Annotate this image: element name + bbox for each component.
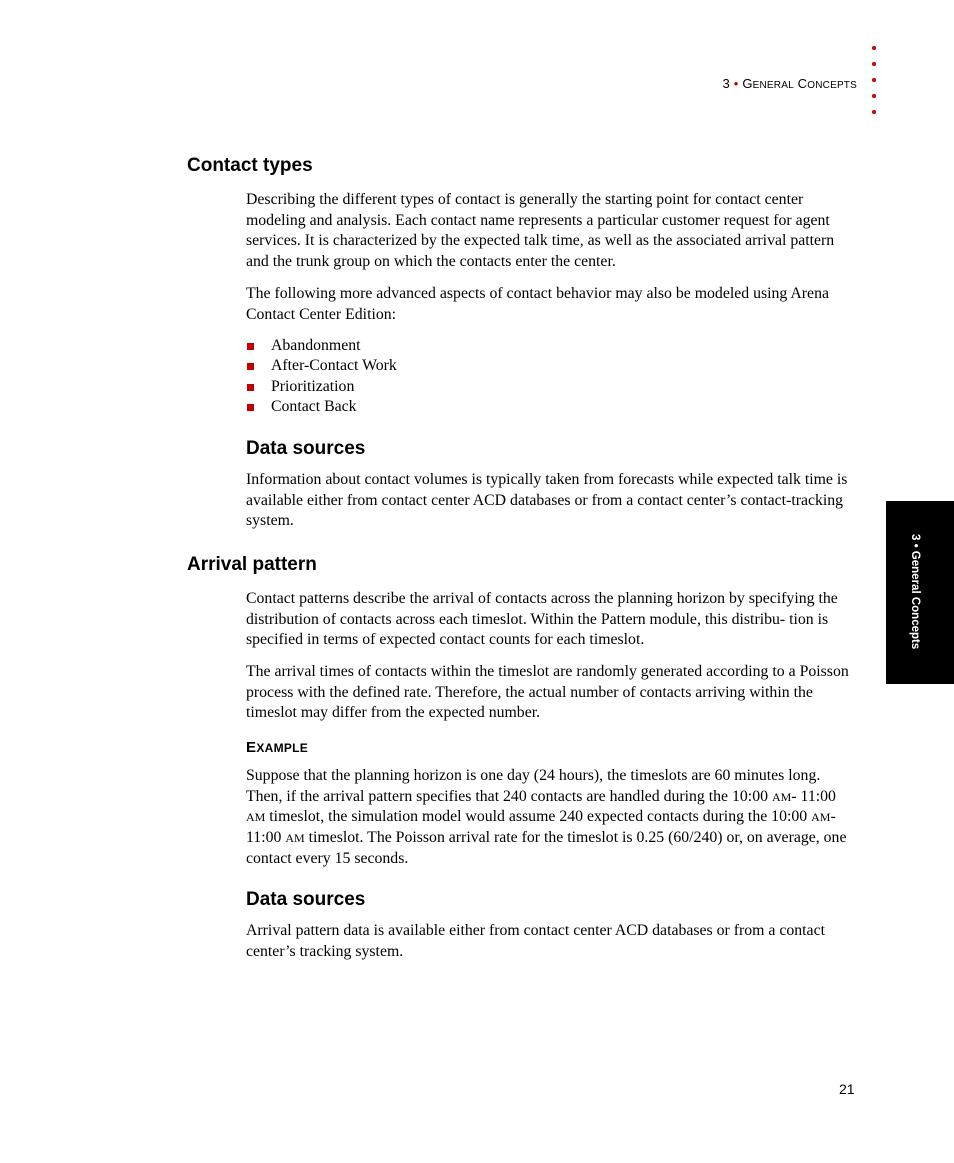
- contact-types-paragraph-2: The following more advanced aspects of contact behavior may also be modeled using Arena Contact Center Edition:: [246, 285, 829, 323]
- dot-icon: [872, 62, 876, 66]
- list-item: Abandonment: [246, 336, 397, 356]
- dot-icon: [872, 78, 876, 82]
- dot-icon: [872, 110, 876, 114]
- square-bullet-icon: [247, 363, 254, 370]
- square-bullet-icon: [247, 384, 254, 391]
- header-separator: •: [733, 76, 739, 91]
- arrival-pattern-paragraph-2: The arrival times of contacts within the timeslot are randomly generated according to a Poisson process with the defined rate. Therefore, the actual number of contacts arriving within the timeslot may differ from the expected number.: [246, 663, 849, 722]
- data-sources-paragraph-1: Information about contact volumes is typically taken from forecasts while expected talk time is available either from contact center ACD databases or from a contact center’s contact-tracking system.: [246, 471, 848, 530]
- decorative-dots: [872, 46, 880, 126]
- running-header: [722, 76, 857, 91]
- arrival-pattern-paragraph-1: Contact patterns describe the arrival of contacts across the planning horizon by specifying the distribution of contacts across each timeslot. Within the Pattern module, this distribu- tion is specified in terms of expected contact counts for each timeslot.: [246, 590, 838, 649]
- list-item: Contact Back: [246, 397, 397, 417]
- chapter-title: GENERAL CONCEPTS: [742, 76, 857, 91]
- heading-data-sources-2: Data sources: [246, 889, 366, 910]
- list-item: After-Contact Work: [246, 356, 397, 376]
- square-bullet-icon: [247, 343, 254, 350]
- dot-icon: [872, 94, 876, 98]
- page-number: 21: [839, 1081, 855, 1097]
- heading-contact-types: Contact types: [187, 155, 313, 176]
- contact-types-paragraph-1: Describing the different types of contact is generally the starting point for contact center modeling and analysis. Each contact name represents a particular customer request for agent services. It is characterized by the expected talk time, as well as the associated arrival pattern and the trunk group on which the contacts enter the center.: [246, 191, 835, 271]
- chapter-number: 3: [722, 76, 730, 91]
- chapter-side-tab: [886, 501, 954, 684]
- example-heading: EXAMPLE: [246, 739, 309, 756]
- contact-behavior-list: [246, 336, 397, 418]
- square-bullet-icon: [247, 404, 254, 411]
- dot-icon: [872, 46, 876, 50]
- side-tab-label: 3 • General Concepts: [909, 534, 921, 650]
- heading-arrival-pattern: Arrival pattern: [187, 554, 317, 575]
- data-sources-paragraph-2: Arrival pattern data is available either from contact center ACD databases or from a contact center’s tracking system.: [246, 922, 825, 960]
- list-item: Prioritization: [246, 377, 397, 397]
- example-paragraph: Suppose that the planning horizon is one day (24 hours), the timeslots are 60 minutes long. Then, if the arrival pattern specifies that 240 contacts are handled during the 10:00 AM- 11:00 AM timeslot, the simulation model would assume 240 expected contacts during the 10:00 AM-11:00 AM timeslot. The Poisson arrival rate for the timeslot is 0.25 (60/240) or, on average, one contact every 15 seconds.: [246, 767, 847, 867]
- heading-data-sources-1: Data sources: [246, 438, 366, 459]
